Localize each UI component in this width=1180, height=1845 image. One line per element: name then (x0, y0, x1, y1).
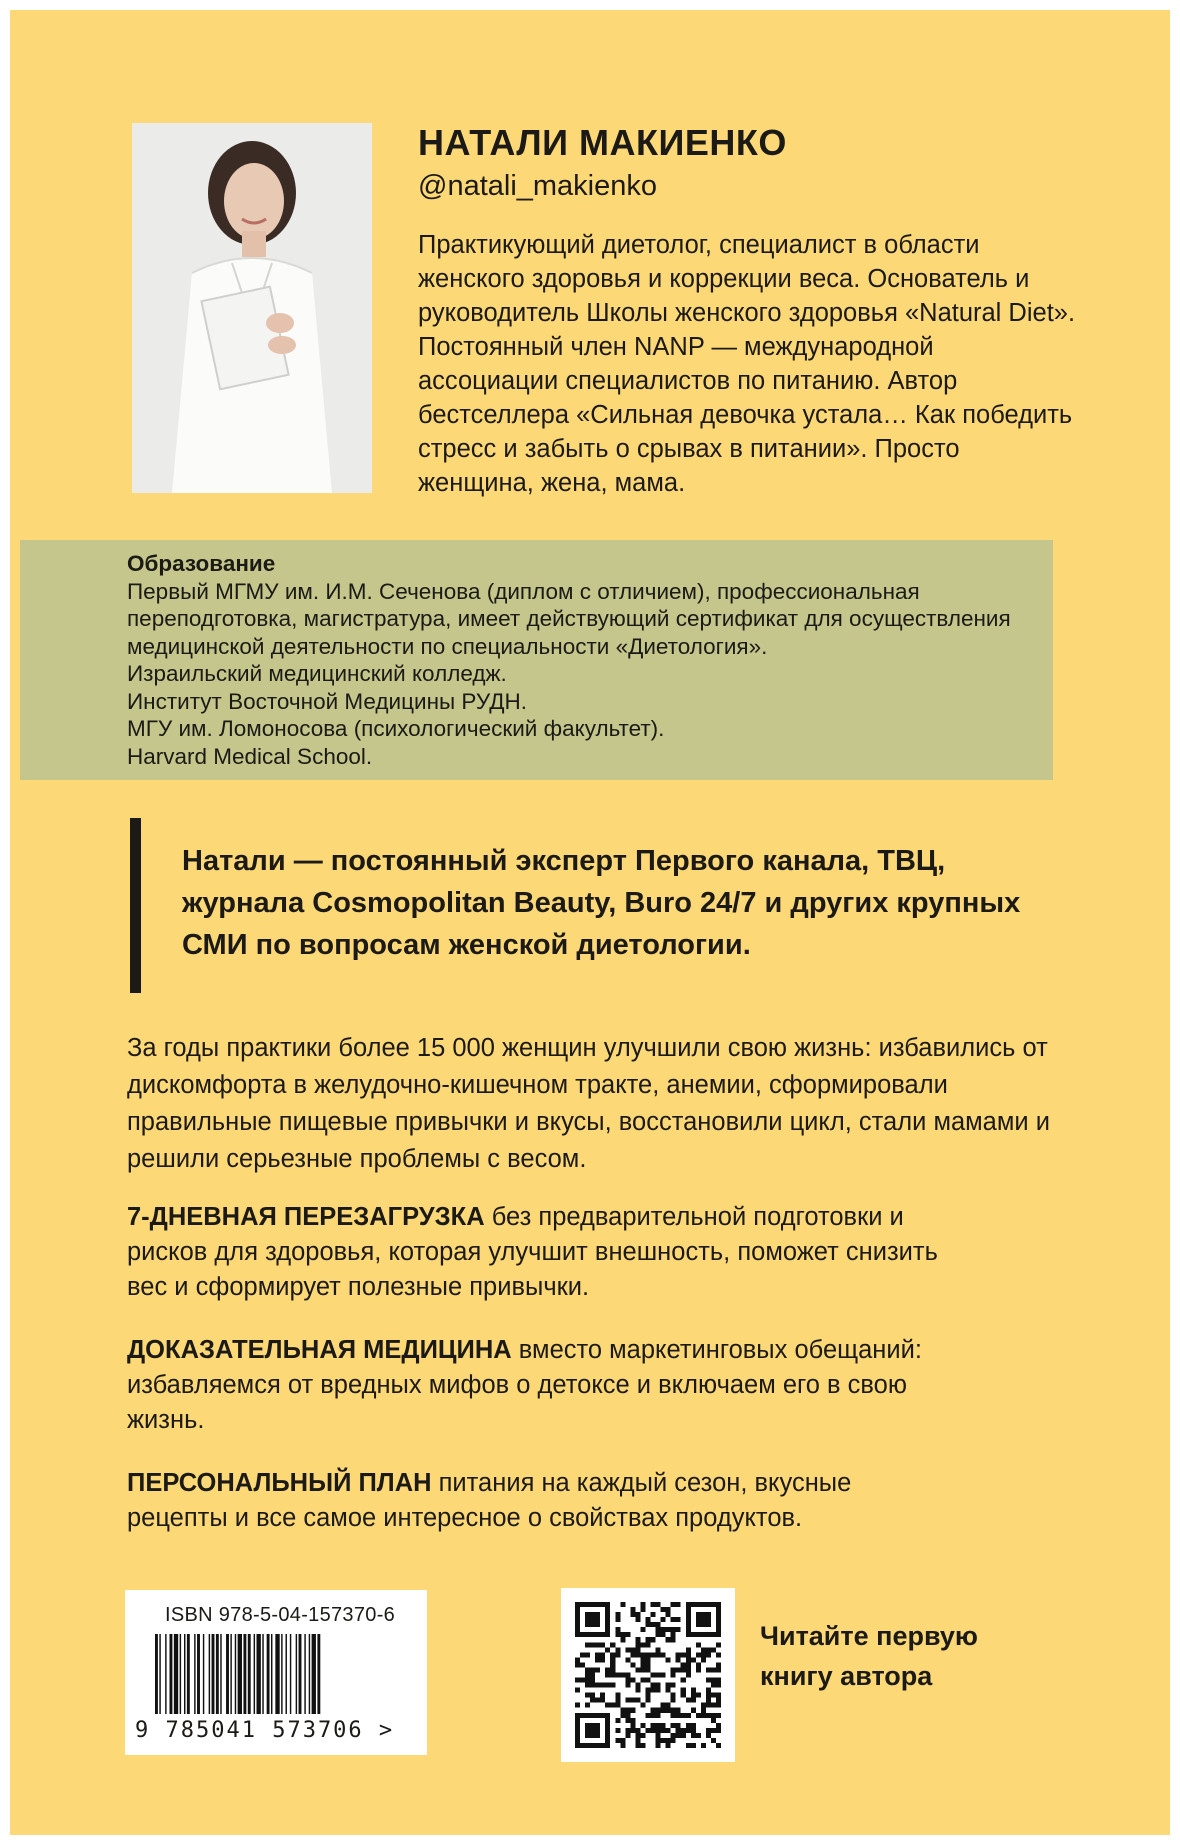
author-bio: Практикующий диетолог, специалист в области женского здоровья и коррекции веса. Основатель и руководитель Школы женского здоровья «Natural Diet». Постоянный член NANP — международной ассоциации специалистов по питанию. Автор бестселлера «Сильная девочка устала… Как победить стресс и забыть о срывах в питании». Просто женщина, жена, мама. (418, 231, 1076, 497)
quote-bar (130, 818, 141, 993)
practice-paragraph: За годы практики более 15 000 женщин улучшили свою жизнь: избавились от дискомфорта в желудочно-кишечном тракте, анемии, сформировали правильные пищевые привычки и вкусы, восстановили цикл, стали мамами и решили серьезные проблемы с весом. (127, 1034, 1050, 1173)
feature-item (127, 1333, 957, 1438)
education-title: Образование (127, 551, 276, 576)
education-line: МГУ им. Ломоносова (психологический факультет). (127, 716, 665, 741)
feature-title: ДОКАЗАТЕЛЬНАЯ МЕДИЦИНА (127, 1336, 512, 1364)
education-band (20, 540, 1053, 780)
qr-code[interactable] (561, 1588, 735, 1762)
education-line: Институт Восточной Медицины РУДН. (127, 688, 527, 714)
barcode-icon (145, 1634, 355, 1724)
author-name: НАТАЛИ МАКИЕНКО (418, 122, 787, 163)
feature-text: без предварительной подготовки и рисков для здоровья, которая улучшит внешность, поможет снизить вес и сформирует полезные привычки. (127, 1203, 938, 1301)
feature-item (127, 1200, 957, 1305)
author-handle: @natali_makienko (418, 170, 658, 202)
education-line: Израильский медицинский колледж. (127, 661, 507, 686)
feature-text: вместо маркетинговых обещаний: избавляемся от вредных мифов о детоксе и включаем его в свою жизнь. (127, 1336, 922, 1434)
education-block (127, 550, 1037, 770)
feature-text: питания на каждый сезон, вкусные рецепты и все самое интересное о свойствах продуктов. (127, 1469, 852, 1532)
feature-title: ПЕРСОНАЛЬНЫЙ ПЛАН (127, 1469, 432, 1497)
isbn-number: ISBN 978-5-04-157370-6 (165, 1604, 396, 1626)
back-cover (10, 10, 1170, 1835)
feature-title: 7-ДНЕВНАЯ ПЕРЕЗАГРУЗКА (127, 1203, 485, 1231)
expert-quote: Натали — постоянный эксперт Первого канала, ТВЦ, журнала Cosmopolitan Beauty, Buro 24/7 и других крупных СМИ по вопросам женской диетологии. (182, 845, 1021, 961)
author-photo (132, 123, 372, 493)
qr-caption: Читайте первую книгу автора (760, 1621, 978, 1691)
education-line: Первый МГМУ им. И.М. Сеченова (диплом с отличием), профессиональная переподготовка, магистратура, имеет действующий сертификат для осуществления медицинской деятельности по специальности «Диетология». (127, 578, 1011, 659)
qr-code-icon (575, 1602, 721, 1748)
education-line: Harvard Medical School. (127, 743, 373, 769)
feature-item (127, 1466, 957, 1536)
ean-digits: 9 785041 573706 > (135, 1718, 395, 1743)
barcode-box (125, 1590, 427, 1755)
